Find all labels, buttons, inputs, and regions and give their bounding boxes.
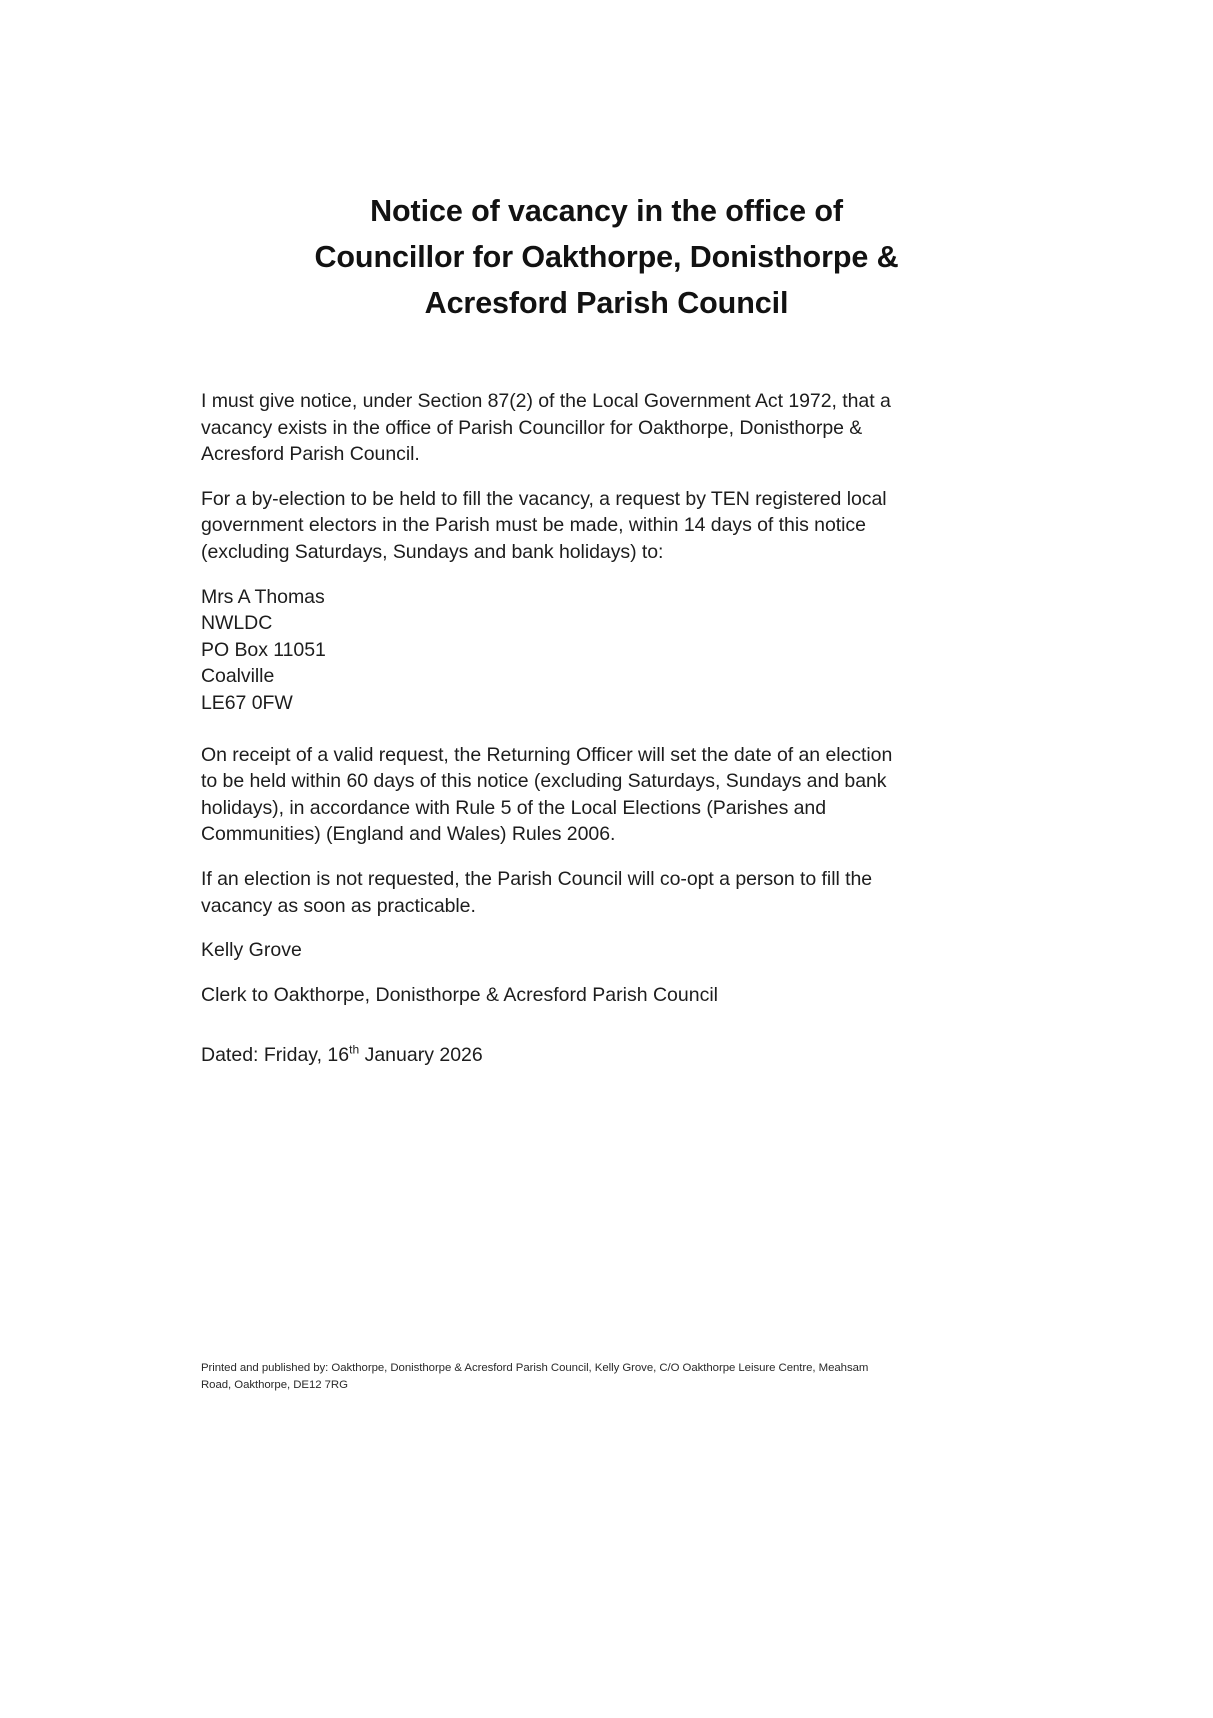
address-po-box: PO Box 11051	[201, 638, 326, 661]
dated-suffix: January 2026	[359, 1044, 483, 1067]
footer-line-1: Printed and published by: Oakthorpe, Donisthorpe & Acresford Parish Council, Kelly Grove, C/O Oakthorpe Leisure	[201, 1362, 776, 1374]
paragraph-notice-statement: I must give notice, under Section 87(2) of the Local Government Act 1972, that a vacancy exists in the office of Parish Councillor for Oakthorpe, Donisthorpe & Acresford Parish Council.	[201, 390, 891, 466]
footer-line-2: Centre, Meahsam Road, Oakthorpe, DE12 7RG	[201, 1362, 869, 1391]
dated-gap-spacer	[201, 1026, 901, 1042]
dated-line	[201, 1042, 901, 1069]
address-gap-spacer	[201, 735, 901, 742]
contact-address-block	[201, 584, 901, 717]
address-name: Mrs A Thomas	[201, 585, 325, 608]
document-body	[201, 388, 901, 1069]
signature-role: Clerk to Oakthorpe, Donisthorpe & Acresford Parish Council	[201, 983, 718, 1006]
page-title	[180, 188, 1033, 326]
page-title-line-3: Acresford Parish Council	[424, 286, 789, 321]
dated-prefix: Dated: Friday, 16	[201, 1044, 350, 1067]
address-town: Coalville	[201, 665, 275, 688]
page-title-line-2: Councillor for Oakthorpe, Donisthorpe &	[314, 240, 899, 275]
paragraph-co-option: If an election is not requested, the Parish Council will co-opt a person to fill the vacancy as soon as practicable.	[201, 867, 873, 917]
footer-imprint	[201, 1360, 901, 1394]
paragraph-returning-officer: On receipt of a valid request, the Returning Officer will set the date of an election to be held within 60 days of this notice (excluding Saturdays, Sundays and bank holidays), in accordance with Rule 5 of the Local Elections (Parishes and Communities) (England and Wales) Rules 2006.	[201, 743, 893, 846]
address-postcode: LE67 0FW	[201, 691, 293, 714]
signature-name: Kelly Grove	[201, 939, 302, 962]
dated-ordinal-suffix: th	[349, 1042, 360, 1057]
paragraph-byelection-request: For a by-election to be held to fill the vacancy, a request by TEN registered local government electors in the Parish must be made, within 14 days of this notice (excluding Saturdays, Sundays and bank holidays) to:	[201, 487, 887, 563]
page-title-line-1: Notice of vacancy in the office of	[370, 194, 843, 229]
address-organisation: NWLDC	[201, 612, 273, 635]
